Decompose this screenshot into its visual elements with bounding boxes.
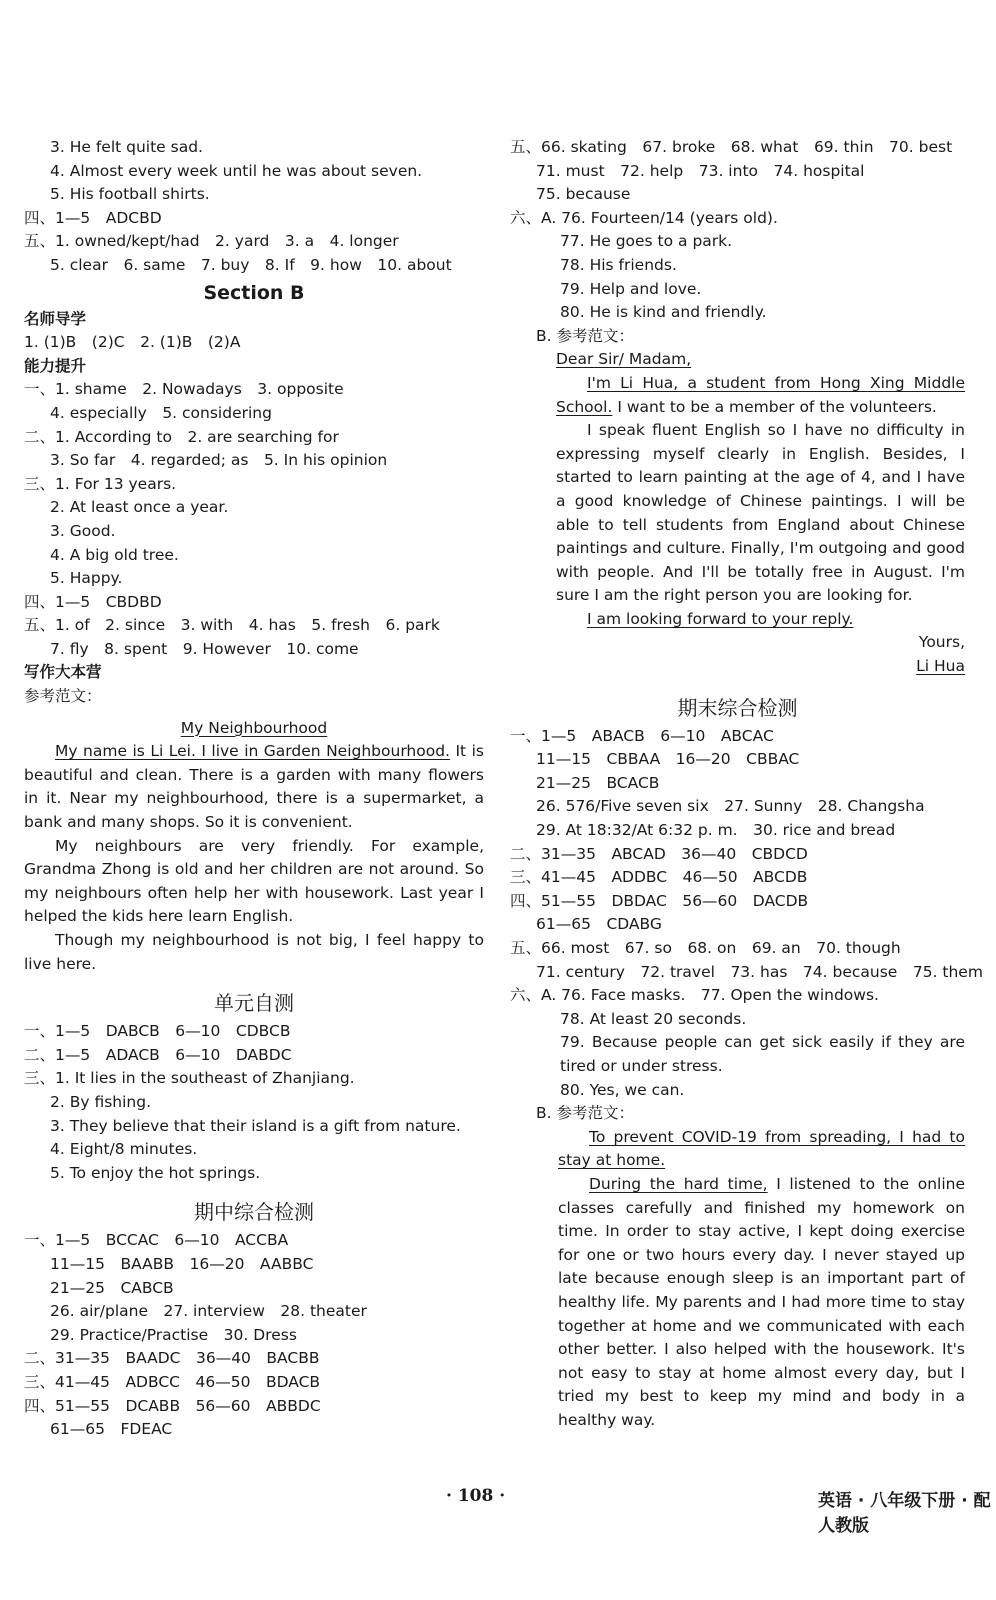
letter-paragraph: I'm Li Hua, a student from Hong Xing Middle School. I want to be a member of the volunteers. [556,373,965,416]
section-b-heading: Section B [203,281,305,304]
answer-line: 3. Good. [50,521,116,540]
subsection-label: 写作大本营 [24,663,102,682]
answer-line: 四、51—55 DBDAC 56—60 DACDB [510,891,809,910]
answer-line: 75. because [536,185,631,204]
answer-line: 5. To enjoy the hot springs. [50,1163,261,1182]
essay2-paragraph: During the hard time, I listened to the online classes carefully and finished my homework on time. In order to stay active, I kept doing exercise for one or two hours every day. I never stayed up late because enough sleep is an important part of healthy life. My parents and I had more time to stay together at home and we communicated with each other better. I also helped with the housework. It's not easy to stay at home almost every day, but I tried my best to keep my mind and body in a healthy way. [558,1174,965,1429]
answer-line: 80. Yes, we can. [560,1080,685,1099]
answer-line: 29. Practice/Practise 30. Dress [50,1325,297,1344]
answer-line: 5. clear 6. same 7. buy 8. If 9. how 10. about [50,255,452,274]
final-test-heading: 期末综合检测 [677,695,798,720]
answer-line: 3. So far 4. regarded; as 5. In his opinion [50,451,388,470]
answer-line: 四、51—55 DCABB 56—60 ABBDC [24,1396,321,1415]
subsection-label: 能力提升 [24,356,87,375]
subsection-label: 名师导学 [24,309,87,328]
answer-line: 78. His friends. [560,255,677,274]
answer-line: 二、1. According to 2. are searching for [24,427,339,446]
answer-line: 7. fly 8. spent 9. However 10. come [50,639,359,658]
answer-line: 4. Eight/8 minutes. [50,1140,198,1159]
essay-paragraph: My neighbours are very friendly. For example, Grandma Zhong is old and her children are not around. So my neighbours often help her with housework. Last year I helped the kids here learn English. [24,836,484,926]
answer-line: 三、1. It lies in the southeast of Zhanjiang. [24,1069,355,1088]
answer-line: 五、1. owned/kept/had 2. yard 3. a 4. longer [24,232,399,251]
answer-line: 四、1—5 ADCBD [24,208,162,227]
letter-body [510,348,965,678]
sample-label: B. 参考范文： [536,326,634,345]
answer-line: 一、1—5 BCCAC 6—10 ACCBA [24,1231,289,1250]
answer-line: 11—15 BAABB 16—20 AABBC [50,1254,314,1273]
essay2-body [510,1126,965,1433]
answer-line: 三、41—45 ADBCC 46—50 BDACB [24,1372,321,1391]
answer-line: 11—15 CBBAA 16—20 CBBAC [536,750,800,769]
answer-line: 4. especially 5. considering [50,403,272,422]
answer-line: 26. air/plane 27. interview 28. theater [50,1302,367,1321]
answer-line: 五、66. most 67. so 68. on 69. an 70. though [510,939,901,957]
unit-test-heading: 单元自测 [214,991,294,1016]
answer-line: 61—65 FDEAC [50,1420,173,1439]
answer-line: 2. By fishing. [50,1092,152,1111]
letter-signature: Li Hua [916,657,965,676]
book-info: 英语 · 八年级下册 · 配人教版 [818,1491,991,1536]
answer-line: 六、A. 76. Fourteen/14 (years old). [510,208,778,227]
answer-line: 21—25 CABCB [50,1278,174,1297]
answer-line: 79. Because people can get sick easily if they are tired or under stress. [560,1033,965,1075]
answer-line: 79. Help and love. [560,279,702,298]
answer-line: 21—25 BCACB [536,773,660,792]
answer-line: 三、41—45 ADDBC 46—50 ABCDB [510,868,808,887]
answer-line: 三、1. For 13 years. [24,474,177,493]
answer-line: 五、1. of 2. since 3. with 4. has 5. fresh 6. park [24,616,440,635]
letter-greeting: Dear Sir/ Madam, [556,350,692,369]
answer-line: 71. century 72. travel 73. has 74. because 75. them [536,962,983,981]
left-column [24,136,484,1442]
letter-underlined-sentence: I'm Li Hua, a student from Hong Xing Middle School. [556,373,965,416]
answer-line: 61—65 CDABG [536,915,662,934]
answer-line: 4. A big old tree. [50,545,179,564]
answer-line: 4. Almost every week until he was about seven. [50,161,423,180]
essay2-paragraph: To prevent COVID-19 from spreading, I had to stay at home. [558,1127,965,1170]
answer-line: 3. They believe that their island is a gift from nature. [50,1116,461,1135]
answer-line: 26. 576/Five seven six 27. Sunny 28. Changsha [536,797,925,816]
answer-line: 5. His football shirts. [50,185,210,204]
answer-line: 5. Happy. [50,569,123,588]
answer-line: 2. At least once a year. [50,498,229,517]
answer-line: 77. He goes to a park. [560,232,733,251]
page-number: · 108 · [446,1486,506,1506]
answer-line: 78. At least 20 seconds. [560,1009,747,1028]
essay-paragraph: My name is Li Lei. I live in Garden Neighbourhood. It is beautiful and clean. There is a garden with many flowers in it. Near my neighbourhood, there is a supermarket, a bank and many shops. So it is convenient. [24,742,484,832]
answer-line: 3. He felt quite sad. [50,138,203,156]
answer-line: 四、1—5 CBDBD [24,592,162,611]
letter-close: Yours, [918,633,965,652]
essay-paragraph: Though my neighbourhood is not big, I feel happy to live here. [24,931,484,973]
essay-title: My Neighbourhood [180,718,328,737]
answer-line: 1. (1)B (2)C 2. (1)B (2)A [24,333,241,352]
answer-line: 一、1—5 DABCB 6—10 CDBCB [24,1022,291,1041]
answer-line: 五、66. skating 67. broke 68. what 69. thin 70. best [510,138,953,156]
answer-line: 29. At 18:32/At 6:32 p. m. 30. rice and bread [536,821,896,840]
answer-line: 二、31—35 ABCAD 36—40 CBDCD [510,844,808,863]
answer-line: 一、1—5 ABACB 6—10 ABCAC [510,726,774,745]
midterm-heading: 期中综合检测 [194,1200,314,1225]
answer-line: 80. He is kind and friendly. [560,303,767,322]
answer-line: 71. must 72. help 73. into 74. hospital [536,161,865,180]
answer-line: 一、1. shame 2. Nowadays 3. opposite [24,380,344,399]
answer-line: 二、1—5 ADACB 6—10 DABDC [24,1045,292,1064]
sample-label: B. 参考范文： [536,1104,634,1123]
letter-paragraph: I am looking forward to your reply. [587,609,854,628]
answer-line: 二、31—35 BAADC 36—40 BACBB [24,1349,320,1368]
right-column [510,136,983,1432]
letter-paragraph: I speak fluent English so I have no difficulty in expressing myself clearly in English. Besides, I started to learn painting at the age of 4, and I have a good knowledge of Chinese paintings. I will be able to tell students from England about Chinese paintings and culture. Finally, I'm outgoing and good with people. And I'll be totally free in August. I'm sure I am the right person you are looking for. [556,421,965,605]
essay-underlined-sentence: My name is Li Lei. I live in Garden Neighbourhood. [55,742,450,761]
answer-line: 六、A. 76. Face masks. 77. Open the windows. [510,986,879,1005]
sample-label: 参考范文： [24,687,102,706]
